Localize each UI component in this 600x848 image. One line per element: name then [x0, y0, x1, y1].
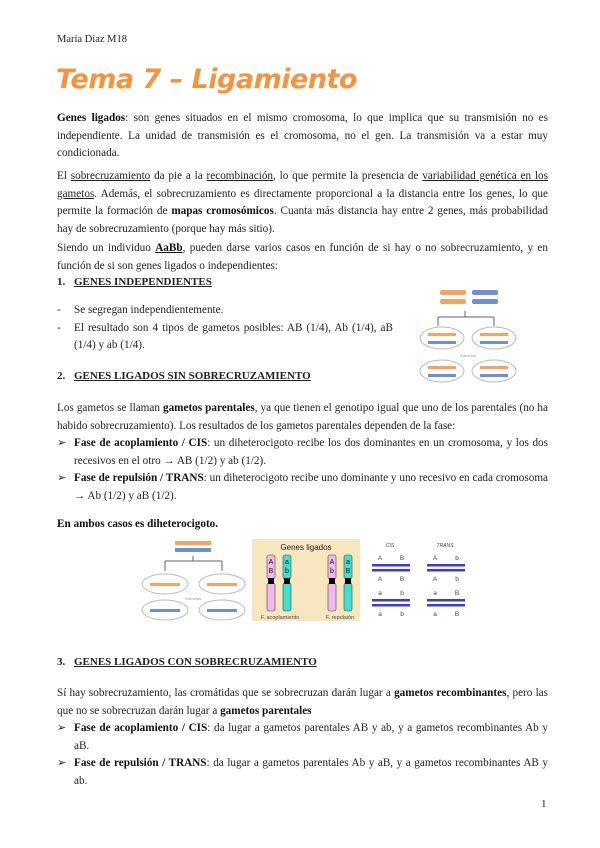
note: En ambos casos es diheterocigoto. [57, 518, 219, 530]
svg-text:B: B [399, 555, 405, 562]
term: mapas cromosómicos [171, 205, 274, 217]
section-heading-3: 3. GENES LIGADOS CON SOBRECRUZAMIENTO [57, 656, 317, 668]
gametes-diagram [142, 541, 245, 620]
list-item-trans: ➢ Fase de repulsión / TRANS: da lugar a gametos parentales Ab y aB, y a gametos recombinantes AB y ab. [57, 757, 549, 787]
svg-text:a: a [285, 559, 289, 566]
section-2-body [57, 400, 548, 534]
term: sobrecruzamiento [70, 170, 151, 182]
parental-chromosomes [440, 290, 498, 304]
independent-genes-figure [418, 286, 548, 386]
list-item-cis: ➢ Fase de acoplamiento / CIS: un diheterocigoto recibe los dos dominantes en un cromosoma, y los dos recesivos en el otro → AB (1/2) y ab (1/2). [57, 437, 548, 467]
svg-text:CIS: CIS [385, 543, 395, 549]
list-item-cis: ➢ Fase de acoplamiento / CIS: da lugar a gametos parentales AB y ab, y a gametos recombinantes Ab y aB. [57, 722, 548, 752]
svg-text:A: A [432, 555, 438, 562]
svg-text:Genes ligados: Genes ligados [280, 543, 332, 552]
section-3-body [57, 685, 548, 790]
svg-text:b: b [455, 576, 459, 583]
svg-text:b: b [400, 611, 404, 618]
paragraph-recombinantes: Sí hay sobrecruzamiento, las cromátidas que se sobrecruzan darán lugar a gametos recombinantes, pero las que no se sobrecruzan darán lugar a gametos parentales [57, 687, 548, 717]
section-heading-1: 1. GENES INDEPENDIENTES [57, 276, 212, 288]
term: recombinación [206, 170, 274, 182]
svg-text:b: b [455, 555, 459, 562]
svg-text:F. repulsión: F. repulsión [325, 615, 355, 621]
svg-text:b: b [285, 568, 289, 575]
svg-text:a: a [433, 590, 437, 597]
page-title: Tema 7 – Ligamiento [56, 64, 357, 95]
section-1-list [57, 302, 393, 355]
linked-genes-figure [140, 537, 500, 623]
paragraph-aabb: Siendo un individuo AaBb, pueden darse varios casos en función de si hay o no sobrecruzamiento, y en función de si son genes ligados o independientes: [57, 242, 548, 272]
svg-text:F. acoplamiento: F. acoplamiento [260, 615, 300, 621]
list-item: - Se segregan independientemente. [57, 304, 224, 316]
page-number: 1 [541, 798, 547, 810]
svg-text:a: a [346, 559, 350, 566]
svg-text:b: b [400, 590, 404, 597]
text: : son genes situados en el mismo cromosoma, lo que implica que su transmisión no es independiente. La unidad de transmisión es el cromosoma, no el gen. La transmisión va a estar muy condicionada. [57, 112, 548, 159]
paragraph-parentales: Los gametos se llaman gametos parentales, ya que tienen el genotipo igual que uno de los parentales (no ha habido sobrecruzamiento). Los resultados de los gametos parentales dependen de la fase: [57, 402, 548, 432]
genotype: AaBb [155, 242, 183, 254]
svg-text:b: b [330, 568, 334, 575]
svg-text:B: B [454, 590, 460, 597]
svg-text:a: a [378, 611, 382, 618]
term: variabilidad genética en los gametos [57, 170, 548, 200]
cis-trans-diagram [372, 543, 465, 618]
document-author: María Díaz M18 [57, 34, 127, 45]
svg-text:a: a [378, 590, 382, 597]
term: Genes ligados [57, 112, 126, 124]
svg-text:TRANS: TRANS [436, 543, 454, 549]
svg-text:B: B [399, 576, 405, 583]
svg-text:a: a [433, 611, 437, 618]
paragraph-sobrecruzamiento: El sobrecruzamiento da pie a la recombinación, lo que permite la presencia de variabilidad genética en los gametos. Además, el sobrecruzamiento es directamente proporcional a la distancia entre los genes, lo que permite la formación de mapas cromosómicos. Cuanta más distancia hay entre 2 genes, más probabilidad hay de sobrecruzamiento (porque hay más sitio). [57, 170, 549, 235]
list-item: - El resultado son 4 tipos de gametos posibles: AB (1/4), Ab (1/4), aB (1/4) y ab (1/4). [57, 321, 393, 351]
svg-text:A: A [268, 559, 274, 566]
section-heading-2: 2. GENES LIGADOS SIN SOBRECRUZAMIENTO [57, 370, 311, 382]
svg-text:A: A [329, 559, 335, 566]
list-item-trans: ➢ Fase de repulsión / TRANS: un diheterocigoto recibe uno dominante y uno recesivo en cada cromosoma → Ab (1/2) y aB (1/2). [57, 472, 548, 502]
svg-text:B: B [345, 568, 351, 575]
svg-text:B: B [454, 611, 460, 618]
genes-ligados-box [252, 539, 360, 621]
svg-text:Gametos: Gametos [184, 596, 202, 601]
svg-text:B: B [268, 568, 274, 575]
svg-text:A: A [432, 576, 438, 583]
svg-text:A: A [377, 555, 383, 562]
paragraph-genes-ligados [57, 110, 548, 163]
svg-text:A: A [377, 576, 383, 583]
gametos-label: Gametos [459, 353, 477, 358]
